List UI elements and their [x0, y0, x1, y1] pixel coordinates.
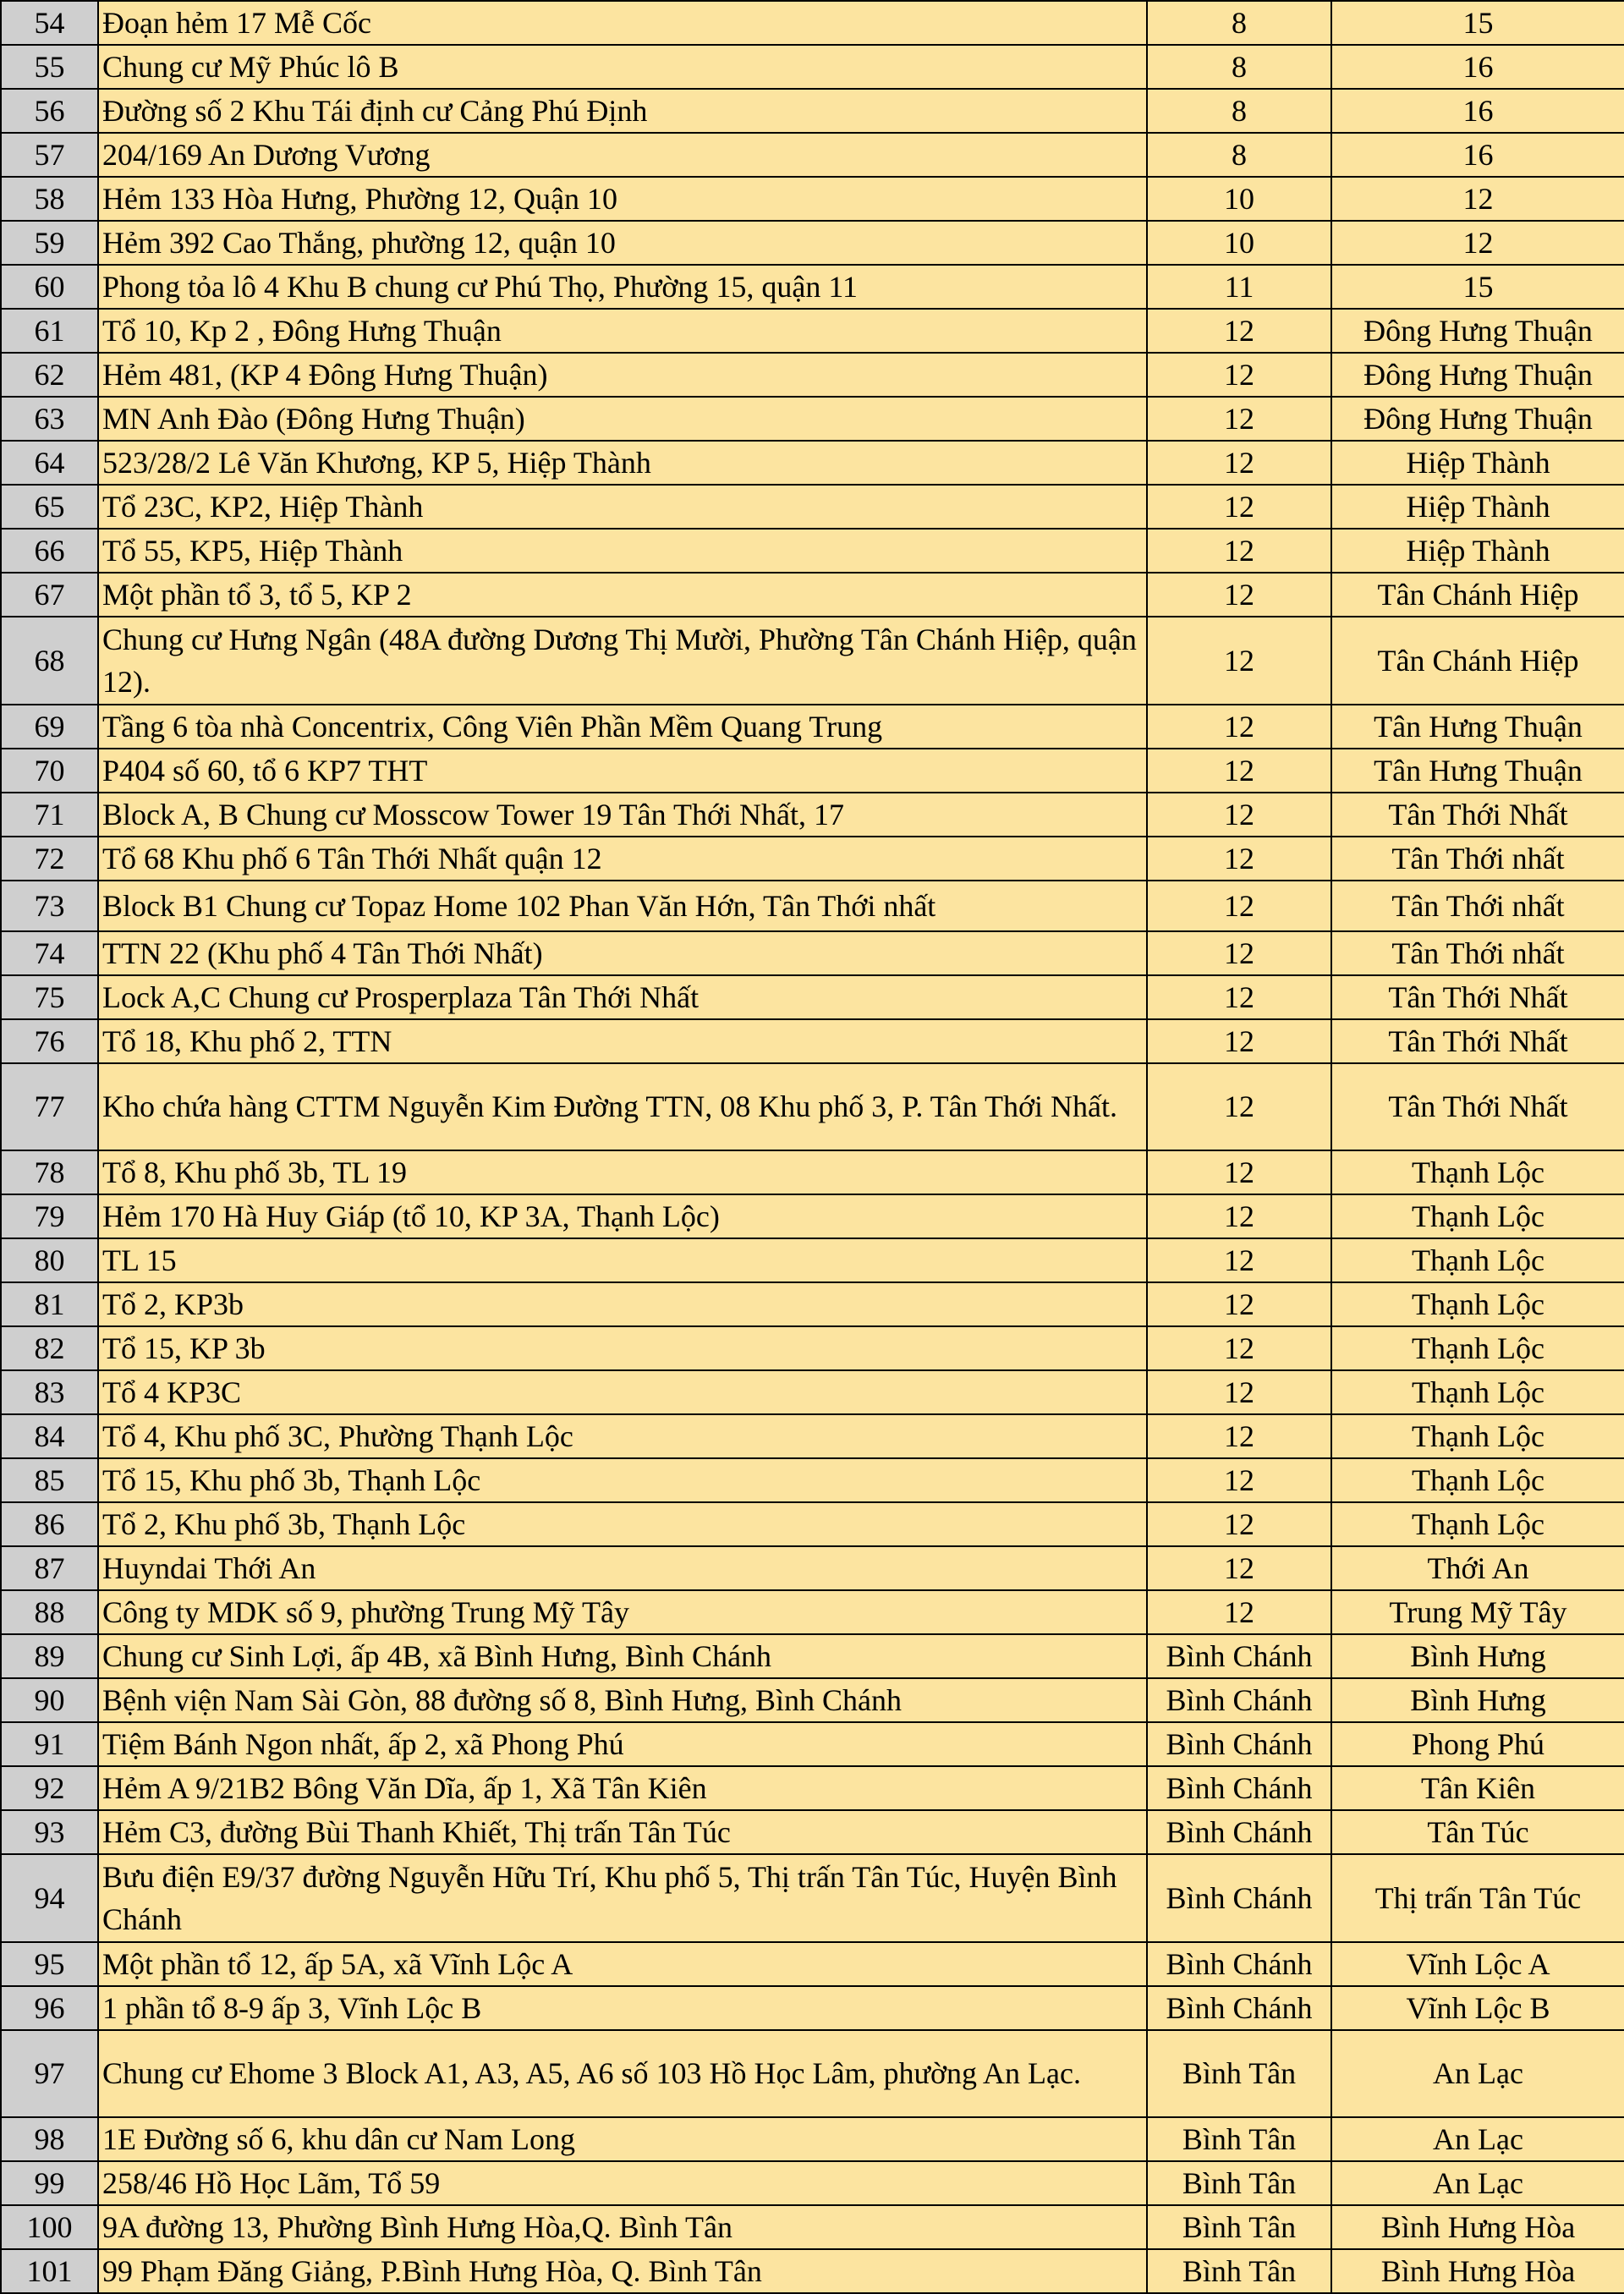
district-cell: 12	[1147, 441, 1331, 485]
district-cell: 8	[1147, 45, 1331, 89]
table-row	[1, 1282, 1624, 1326]
row-number: 100	[1, 2205, 98, 2249]
district-cell: 8	[1147, 1, 1331, 45]
table-row	[1, 1634, 1624, 1678]
table-row	[1, 1766, 1624, 1810]
ward-cell: 15	[1331, 1, 1624, 45]
district-cell: 12	[1147, 573, 1331, 617]
address-cell: Chung cư Ehome 3 Block A1, A3, A5, A6 số 103 Hồ Học Lâm, phường An Lạc.	[98, 2030, 1147, 2118]
table-row	[1, 441, 1624, 485]
address-cell: Công ty MDK số 9, phường Trung Mỹ Tây	[98, 1590, 1147, 1634]
district-cell: Bình Tân	[1147, 2117, 1331, 2161]
address-cell: Tổ 23C, KP2, Hiệp Thành	[98, 485, 1147, 529]
table-row	[1, 133, 1624, 177]
district-cell: 12	[1147, 1150, 1331, 1194]
address-cell: Tiệm Bánh Ngon nhất, ấp 2, xã Phong Phú	[98, 1722, 1147, 1766]
ward-cell: 15	[1331, 265, 1624, 309]
district-cell: 12	[1147, 881, 1331, 931]
district-cell: 12	[1147, 353, 1331, 397]
address-cell: 258/46 Hồ Học Lãm, Tổ 59	[98, 2161, 1147, 2205]
ward-cell: Thạnh Lộc	[1331, 1326, 1624, 1370]
ward-cell: Tân Thới Nhất	[1331, 1063, 1624, 1151]
row-number: 58	[1, 177, 98, 221]
ward-cell: Thạnh Lộc	[1331, 1282, 1624, 1326]
address-cell: Lock A,C Chung cư Prosperplaza Tân Thới Nhất	[98, 975, 1147, 1019]
row-number: 57	[1, 133, 98, 177]
ward-cell: Tân Thới Nhất	[1331, 975, 1624, 1019]
district-cell: Bình Chánh	[1147, 1810, 1331, 1854]
row-number: 95	[1, 1942, 98, 1986]
ward-cell: Thạnh Lộc	[1331, 1370, 1624, 1414]
row-number: 91	[1, 1722, 98, 1766]
table-row	[1, 2161, 1624, 2205]
address-cell: Block B1 Chung cư Topaz Home 102 Phan Văn Hớn, Tân Thới nhất	[98, 881, 1147, 931]
row-number: 76	[1, 1019, 98, 1063]
address-cell: Hẻm 133 Hòa Hưng, Phường 12, Quận 10	[98, 177, 1147, 221]
district-cell: Bình Chánh	[1147, 1678, 1331, 1722]
address-cell: Tổ 4, Khu phố 3C, Phường Thạnh Lộc	[98, 1414, 1147, 1458]
district-cell: 12	[1147, 1590, 1331, 1634]
row-number: 56	[1, 89, 98, 133]
address-cell: TL 15	[98, 1238, 1147, 1282]
ward-cell: An Lạc	[1331, 2030, 1624, 2118]
row-number: 86	[1, 1502, 98, 1546]
row-number: 88	[1, 1590, 98, 1634]
table-row	[1, 221, 1624, 265]
ward-cell: Trung Mỹ Tây	[1331, 1590, 1624, 1634]
ward-cell: Bình Hưng Hòa	[1331, 2249, 1624, 2293]
district-cell: 12	[1147, 617, 1331, 705]
ward-cell: An Lạc	[1331, 2161, 1624, 2205]
address-cell: Một phần tổ 3, tổ 5, KP 2	[98, 573, 1147, 617]
district-cell: 12	[1147, 1282, 1331, 1326]
table-row	[1, 45, 1624, 89]
district-cell: 11	[1147, 265, 1331, 309]
address-cell: Đường số 2 Khu Tái định cư Cảng Phú Định	[98, 89, 1147, 133]
ward-cell: 16	[1331, 45, 1624, 89]
table-row	[1, 1414, 1624, 1458]
table-row	[1, 89, 1624, 133]
ward-cell: 12	[1331, 221, 1624, 265]
table-row	[1, 1326, 1624, 1370]
district-cell: Bình Tân	[1147, 2030, 1331, 2118]
table-row	[1, 2117, 1624, 2161]
address-cell: Hẻm 170 Hà Huy Giáp (tổ 10, KP 3A, Thạnh Lộc)	[98, 1194, 1147, 1238]
ward-cell: Tân Kiên	[1331, 1766, 1624, 1810]
district-cell: Bình Chánh	[1147, 1986, 1331, 2030]
row-number: 99	[1, 2161, 98, 2205]
row-number: 62	[1, 353, 98, 397]
row-number: 82	[1, 1326, 98, 1370]
row-number: 87	[1, 1546, 98, 1590]
ward-cell: Tân Chánh Hiệp	[1331, 617, 1624, 705]
table-row	[1, 1546, 1624, 1590]
ward-cell: Tân Chánh Hiệp	[1331, 573, 1624, 617]
table-row	[1, 931, 1624, 975]
row-number: 69	[1, 705, 98, 749]
table-row	[1, 573, 1624, 617]
table-row	[1, 1810, 1624, 1854]
district-cell: 12	[1147, 931, 1331, 975]
ward-cell: Hiệp Thành	[1331, 529, 1624, 573]
ward-cell: Hiệp Thành	[1331, 441, 1624, 485]
district-cell: 10	[1147, 177, 1331, 221]
table-row	[1, 353, 1624, 397]
district-cell: 12	[1147, 1326, 1331, 1370]
address-cell: Hẻm 392 Cao Thắng, phường 12, quận 10	[98, 221, 1147, 265]
address-cell: Tầng 6 tòa nhà Concentrix, Công Viên Phần Mềm Quang Trung	[98, 705, 1147, 749]
ward-cell: Đông Hưng Thuận	[1331, 353, 1624, 397]
district-cell: 12	[1147, 529, 1331, 573]
row-number: 85	[1, 1458, 98, 1502]
ward-cell: Tân Thới nhất	[1331, 881, 1624, 931]
district-cell: 12	[1147, 1414, 1331, 1458]
address-cell: Tổ 4 KP3C	[98, 1370, 1147, 1414]
address-cell: Kho chứa hàng CTTM Nguyễn Kim Đường TTN, 08 Khu phố 3, P. Tân Thới Nhất.	[98, 1063, 1147, 1151]
table-row	[1, 1063, 1624, 1151]
row-number: 67	[1, 573, 98, 617]
ward-cell: Thị trấn Tân Túc	[1331, 1854, 1624, 1942]
table-row	[1, 1238, 1624, 1282]
ward-cell: Đông Hưng Thuận	[1331, 397, 1624, 441]
ward-cell: Thạnh Lộc	[1331, 1150, 1624, 1194]
ward-cell: 16	[1331, 133, 1624, 177]
address-cell: Tổ 15, Khu phố 3b, Thạnh Lộc	[98, 1458, 1147, 1502]
row-number: 68	[1, 617, 98, 705]
address-cell: 204/169 An Dương Vương	[98, 133, 1147, 177]
district-cell: 12	[1147, 793, 1331, 837]
table-row	[1, 837, 1624, 881]
address-cell: Bưu điện E9/37 đường Nguyễn Hữu Trí, Khu phố 5, Thị trấn Tân Túc, Huyện Bình Chánh	[98, 1854, 1147, 1942]
district-cell: Bình Tân	[1147, 2205, 1331, 2249]
district-cell: 12	[1147, 1370, 1331, 1414]
row-number: 59	[1, 221, 98, 265]
row-number: 54	[1, 1, 98, 45]
address-cell: Phong tỏa lô 4 Khu B chung cư Phú Thọ, Phường 15, quận 11	[98, 265, 1147, 309]
address-cell: Block A, B Chung cư Mosscow Tower 19 Tân Thới Nhất, 17	[98, 793, 1147, 837]
table-row	[1, 1502, 1624, 1546]
row-number: 61	[1, 309, 98, 353]
table-row	[1, 1942, 1624, 1986]
district-cell: 12	[1147, 1194, 1331, 1238]
row-number: 74	[1, 931, 98, 975]
row-number: 75	[1, 975, 98, 1019]
row-number: 60	[1, 265, 98, 309]
address-cell: Hẻm A 9/21B2 Bông Văn Dĩa, ấp 1, Xã Tân Kiên	[98, 1766, 1147, 1810]
row-number: 66	[1, 529, 98, 573]
row-number: 89	[1, 1634, 98, 1678]
row-number: 55	[1, 45, 98, 89]
row-number: 94	[1, 1854, 98, 1942]
table-row	[1, 1, 1624, 45]
address-cell: Bệnh viện Nam Sài Gòn, 88 đường số 8, Bình Hưng, Bình Chánh	[98, 1678, 1147, 1722]
district-cell: 12	[1147, 1238, 1331, 1282]
table-row	[1, 2205, 1624, 2249]
ward-cell: An Lạc	[1331, 2117, 1624, 2161]
table-row	[1, 975, 1624, 1019]
table-row	[1, 705, 1624, 749]
locations-table-body	[1, 1, 1624, 2293]
district-cell: 12	[1147, 749, 1331, 793]
table-row	[1, 1458, 1624, 1502]
district-cell: 8	[1147, 89, 1331, 133]
row-number: 79	[1, 1194, 98, 1238]
address-cell: MN Anh Đào (Đông Hưng Thuận)	[98, 397, 1147, 441]
row-number: 77	[1, 1063, 98, 1151]
district-cell: 12	[1147, 1502, 1331, 1546]
table-row	[1, 1194, 1624, 1238]
district-cell: 12	[1147, 1458, 1331, 1502]
ward-cell: Vĩnh Lộc A	[1331, 1942, 1624, 1986]
row-number: 63	[1, 397, 98, 441]
table-row	[1, 2030, 1624, 2118]
row-number: 72	[1, 837, 98, 881]
row-number: 78	[1, 1150, 98, 1194]
ward-cell: 12	[1331, 177, 1624, 221]
ward-cell: Thạnh Lộc	[1331, 1238, 1624, 1282]
district-cell: 12	[1147, 397, 1331, 441]
ward-cell: Tân Hưng Thuận	[1331, 749, 1624, 793]
ward-cell: Đông Hưng Thuận	[1331, 309, 1624, 353]
row-number: 101	[1, 2249, 98, 2293]
table-row	[1, 1986, 1624, 2030]
address-cell: Đoạn hẻm 17 Mễ Cốc	[98, 1, 1147, 45]
table-row	[1, 1854, 1624, 1942]
row-number: 81	[1, 1282, 98, 1326]
ward-cell: Bình Hưng	[1331, 1678, 1624, 1722]
ward-cell: Thới An	[1331, 1546, 1624, 1590]
row-number: 71	[1, 793, 98, 837]
address-cell: Chung cư Sinh Lợi, ấp 4B, xã Bình Hưng, Bình Chánh	[98, 1634, 1147, 1678]
district-cell: Bình Tân	[1147, 2249, 1331, 2293]
address-cell: Tổ 18, Khu phố 2, TTN	[98, 1019, 1147, 1063]
district-cell: Bình Chánh	[1147, 1634, 1331, 1678]
ward-cell: Tân Thới Nhất	[1331, 1019, 1624, 1063]
district-cell: Bình Chánh	[1147, 1942, 1331, 1986]
address-cell: Chung cư Mỹ Phúc lô B	[98, 45, 1147, 89]
address-cell: Chung cư Hưng Ngân (48A đường Dương Thị Mười, Phường Tân Chánh Hiệp, quận 12).	[98, 617, 1147, 705]
address-cell: TTN 22 (Khu phố 4 Tân Thới Nhất)	[98, 931, 1147, 975]
ward-cell: Bình Hưng Hòa	[1331, 2205, 1624, 2249]
row-number: 96	[1, 1986, 98, 2030]
row-number: 84	[1, 1414, 98, 1458]
table-row	[1, 309, 1624, 353]
table-row	[1, 1150, 1624, 1194]
district-cell: 10	[1147, 221, 1331, 265]
address-cell: Hẻm 481, (KP 4 Đông Hưng Thuận)	[98, 353, 1147, 397]
row-number: 64	[1, 441, 98, 485]
table-row	[1, 529, 1624, 573]
ward-cell: 16	[1331, 89, 1624, 133]
row-number: 90	[1, 1678, 98, 1722]
address-cell: Một phần tổ 12, ấp 5A, xã Vĩnh Lộc A	[98, 1942, 1147, 1986]
ward-cell: Thạnh Lộc	[1331, 1414, 1624, 1458]
district-cell: Bình Chánh	[1147, 1722, 1331, 1766]
address-cell: Tổ 2, KP3b	[98, 1282, 1147, 1326]
table-row	[1, 749, 1624, 793]
ward-cell: Vĩnh Lộc B	[1331, 1986, 1624, 2030]
ward-cell: Tân Thới nhất	[1331, 931, 1624, 975]
district-cell: 12	[1147, 705, 1331, 749]
row-number: 70	[1, 749, 98, 793]
table-row	[1, 1370, 1624, 1414]
address-cell: P404 số 60, tổ 6 KP7 THT	[98, 749, 1147, 793]
district-cell: 8	[1147, 133, 1331, 177]
district-cell: Bình Tân	[1147, 2161, 1331, 2205]
district-cell: Bình Chánh	[1147, 1766, 1331, 1810]
row-number: 93	[1, 1810, 98, 1854]
ward-cell: Hiệp Thành	[1331, 485, 1624, 529]
address-cell: Tổ 68 Khu phố 6 Tân Thới Nhất quận 12	[98, 837, 1147, 881]
district-cell: 12	[1147, 1019, 1331, 1063]
row-number: 92	[1, 1766, 98, 1810]
ward-cell: Phong Phú	[1331, 1722, 1624, 1766]
row-number: 83	[1, 1370, 98, 1414]
table-row	[1, 177, 1624, 221]
table-row	[1, 265, 1624, 309]
ward-cell: Thạnh Lộc	[1331, 1194, 1624, 1238]
ward-cell: Tân Thới Nhất	[1331, 793, 1624, 837]
address-cell: 523/28/2 Lê Văn Khương, KP 5, Hiệp Thành	[98, 441, 1147, 485]
table-row	[1, 1722, 1624, 1766]
row-number: 98	[1, 2117, 98, 2161]
district-cell: 12	[1147, 485, 1331, 529]
address-cell: 9A đường 13, Phường Bình Hưng Hòa,Q. Bình Tân	[98, 2205, 1147, 2249]
address-cell: Tổ 55, KP5, Hiệp Thành	[98, 529, 1147, 573]
district-cell: Bình Chánh	[1147, 1854, 1331, 1942]
table-row	[1, 617, 1624, 705]
address-cell: Tổ 15, KP 3b	[98, 1326, 1147, 1370]
address-cell: 99 Phạm Đăng Giảng, P.Bình Hưng Hòa, Q. Bình Tân	[98, 2249, 1147, 2293]
table-row	[1, 881, 1624, 931]
row-number: 73	[1, 881, 98, 931]
address-cell: 1E Đường số 6, khu dân cư Nam Long	[98, 2117, 1147, 2161]
ward-cell: Tân Túc	[1331, 1810, 1624, 1854]
ward-cell: Tân Thới nhất	[1331, 837, 1624, 881]
row-number: 80	[1, 1238, 98, 1282]
table-row	[1, 1678, 1624, 1722]
row-number: 65	[1, 485, 98, 529]
district-cell: 12	[1147, 1063, 1331, 1151]
row-number: 97	[1, 2030, 98, 2118]
table-row	[1, 1590, 1624, 1634]
ward-cell: Bình Hưng	[1331, 1634, 1624, 1678]
address-cell: Tổ 8, Khu phố 3b, TL 19	[98, 1150, 1147, 1194]
address-cell: Tổ 2, Khu phố 3b, Thạnh Lộc	[98, 1502, 1147, 1546]
address-cell: Hẻm C3, đường Bùi Thanh Khiết, Thị trấn Tân Túc	[98, 1810, 1147, 1854]
district-cell: 12	[1147, 1546, 1331, 1590]
table-row	[1, 485, 1624, 529]
address-cell: Tổ 10, Kp 2 , Đông Hưng Thuận	[98, 309, 1147, 353]
district-cell: 12	[1147, 837, 1331, 881]
address-cell: Huyndai Thới An	[98, 1546, 1147, 1590]
table-row	[1, 2249, 1624, 2293]
table-row	[1, 793, 1624, 837]
ward-cell: Tân Hưng Thuận	[1331, 705, 1624, 749]
address-cell: 1 phần tổ 8-9 ấp 3, Vĩnh Lộc B	[98, 1986, 1147, 2030]
ward-cell: Thạnh Lộc	[1331, 1458, 1624, 1502]
ward-cell: Thạnh Lộc	[1331, 1502, 1624, 1546]
district-cell: 12	[1147, 975, 1331, 1019]
table-row	[1, 1019, 1624, 1063]
district-cell: 12	[1147, 309, 1331, 353]
table-row	[1, 397, 1624, 441]
